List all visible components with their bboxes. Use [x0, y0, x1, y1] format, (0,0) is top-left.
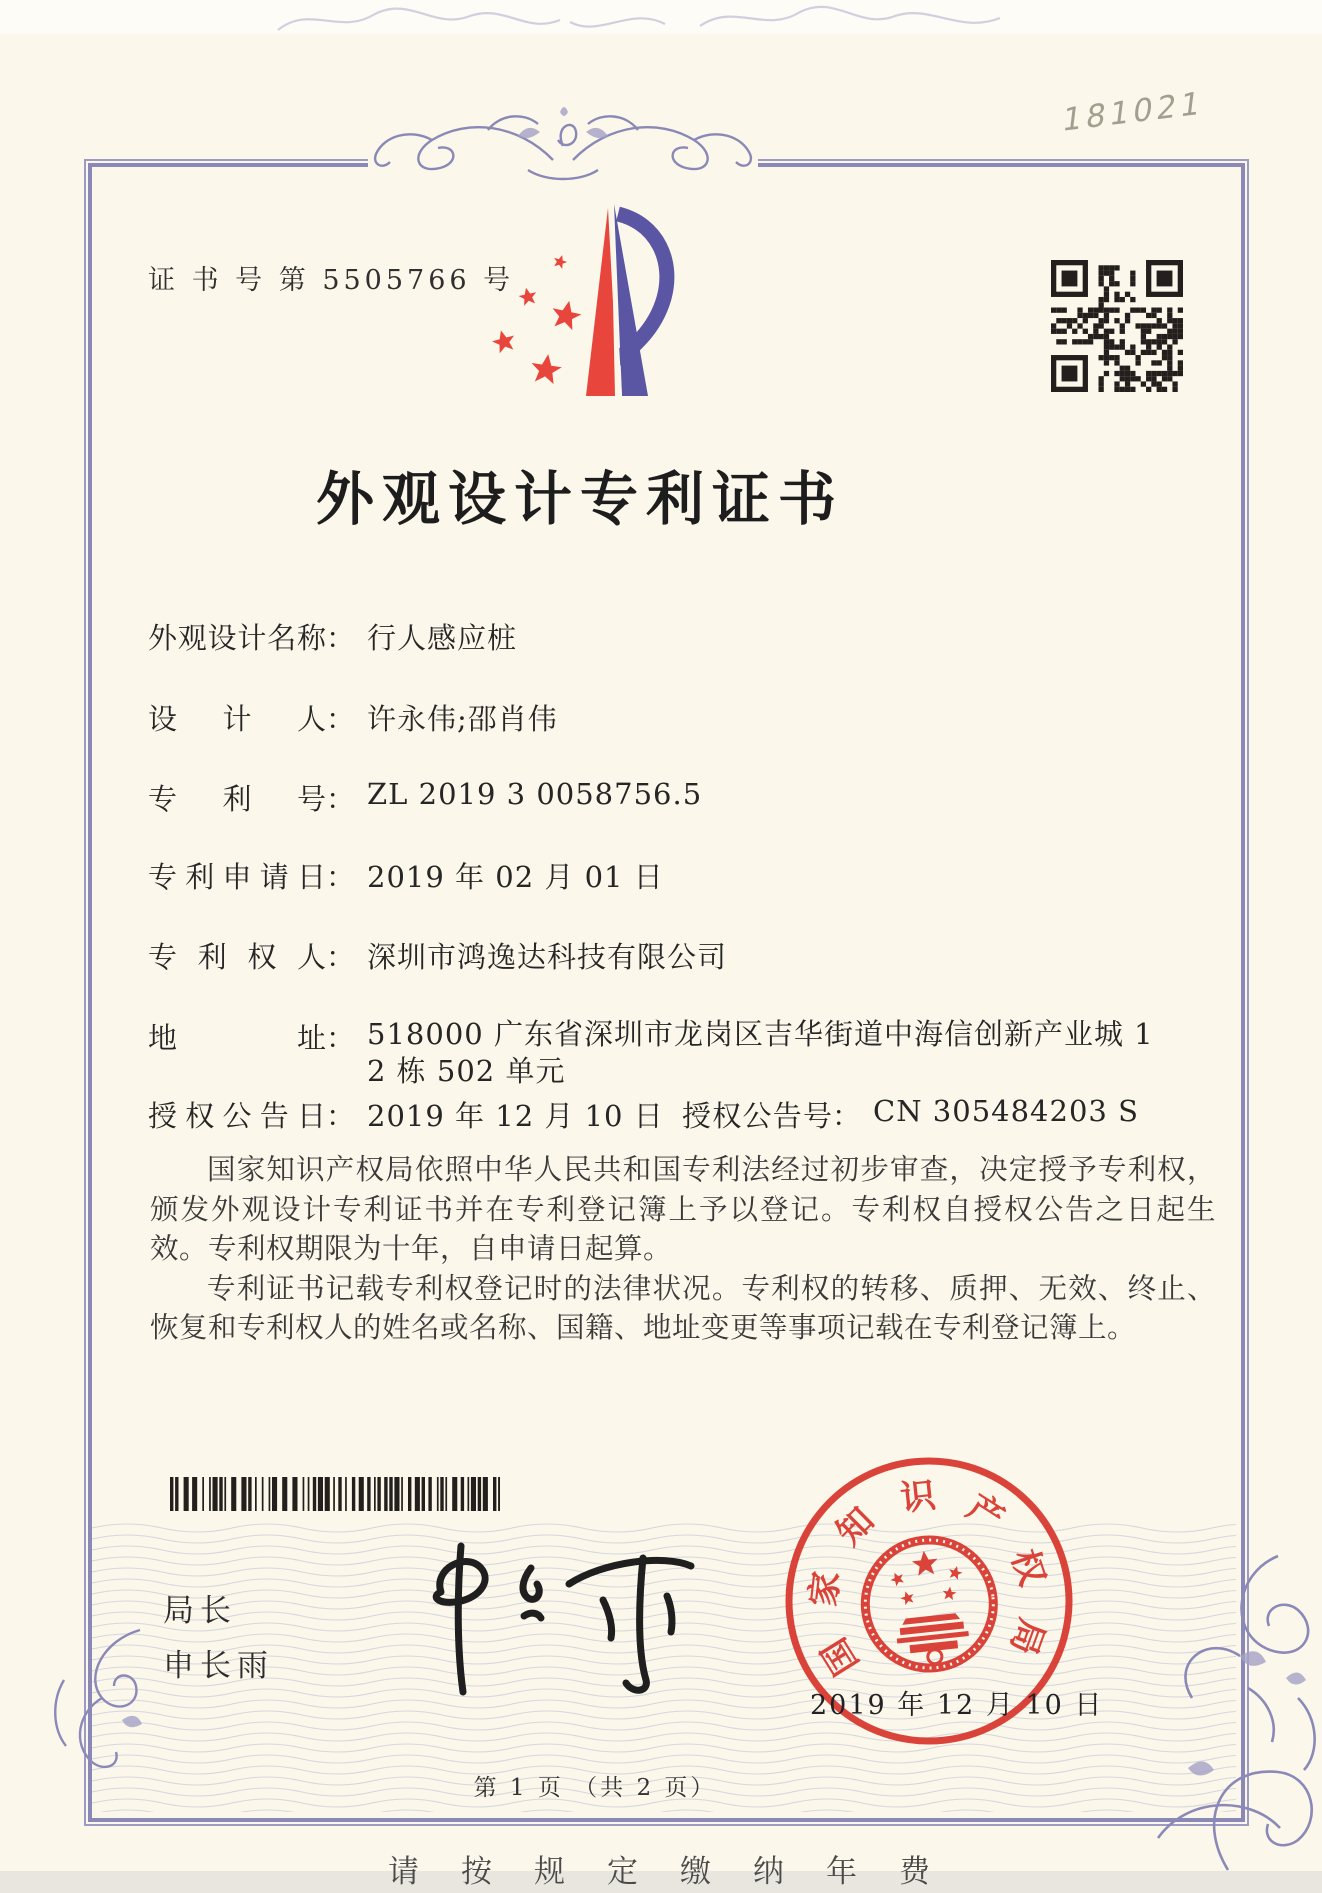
field-label: 专利权人: [148, 940, 326, 974]
cnipa-logo: [462, 200, 667, 410]
colon: ：: [326, 860, 356, 894]
field-value: CN 305484203 S: [873, 1094, 1139, 1128]
field-label: 外观设计名称: [148, 621, 326, 655]
field-value: ZL 2019 3 0058756.5: [367, 777, 703, 811]
colon: ：: [326, 621, 356, 655]
colon: ：: [326, 1099, 356, 1133]
svg-text:权: 权: [1002, 1544, 1054, 1591]
colon: ：: [326, 940, 356, 974]
svg-text:知: 知: [828, 1499, 883, 1554]
field-patentee: [148, 935, 727, 976]
field-designer: [148, 697, 558, 738]
field-label: 专利申请日: [148, 860, 326, 894]
svg-text:家: 家: [802, 1569, 848, 1609]
page-number-footer: 第 1 页 （共 2 页）: [473, 1775, 717, 1801]
field-grant-number: [682, 1094, 1139, 1135]
colon: ：: [326, 782, 356, 816]
field-label: 设计人: [148, 702, 326, 736]
svg-text:识: 识: [898, 1474, 938, 1520]
commissioner-signature: [345, 1538, 725, 1706]
field-filing-date: [148, 855, 664, 896]
field-value: 深圳市鸿逸达科技有限公司: [367, 940, 728, 974]
field-design-name: [148, 616, 517, 657]
colon: ：: [832, 1099, 862, 1133]
field-grant-date: [148, 1094, 664, 1133]
address-line-1: 518000 广东省深圳市龙岗区吉华街道中海信创新产业城 1: [367, 1017, 1154, 1051]
svg-text:产: 产: [959, 1486, 1012, 1540]
field-label: 授权公告日: [148, 1099, 326, 1133]
scan-top-strip: [0, 0, 1322, 34]
field-address: [148, 1016, 1197, 1090]
certificate-title: 外观设计专利证书: [315, 465, 844, 533]
seal-date: 2019 年 12 月 10 日: [810, 1690, 1104, 1721]
svg-text:国: 国: [813, 1630, 868, 1683]
field-value: 2019 年 02 月 01 日: [367, 860, 664, 894]
signatory-title: 局长: [163, 1593, 237, 1629]
top-center-scroll-ornament: [368, 100, 758, 194]
field-value: 行人感应桩: [367, 621, 518, 655]
body-paragraph-1: 国家知识产权局依照中华人民共和国专利法经过初步审查，决定授予专利权，颁发外观设计专利证书并在专利登记簿上予以登记。专利权自授权公告之日起生效。专利权期限为十年，自申请日起算。: [150, 1153, 1216, 1265]
field-label: 专利号: [148, 782, 326, 816]
national-emblem: [859, 1534, 1000, 1675]
legal-body-text: [150, 1150, 1216, 1348]
colon: ：: [326, 1021, 356, 1055]
signatory-name: 申长雨: [163, 1648, 274, 1684]
certificate-number: 证 书 号 第 5505766 号: [148, 265, 515, 296]
svg-text:局: 局: [1001, 1613, 1053, 1661]
qr-code: [1051, 260, 1183, 392]
colon: ：: [326, 702, 356, 736]
field-value: [367, 1016, 1197, 1090]
barcode: [170, 1477, 502, 1511]
field-label: 授权公告号: [682, 1099, 832, 1133]
body-paragraph-2: 专利证书记载专利权登记时的法律状况。专利权的转移、质押、无效、终止、恢复和专利权人的姓名或名称、国籍、地址变更等事项记载在专利登记簿上。: [150, 1271, 1216, 1344]
handwritten-pencil-note: 181021: [1060, 84, 1207, 140]
address-line-2: 2 栋 502 单元: [367, 1054, 566, 1088]
bottom-cutoff-text: 请按规定缴纳年费: [388, 1854, 972, 1890]
field-patent-number: [148, 777, 702, 818]
field-value: 2019 年 12 月 10 日: [367, 1099, 664, 1133]
field-value: 许永伟;邵肖伟: [367, 702, 558, 736]
field-label: 地址: [148, 1021, 326, 1055]
field-grant-row: [148, 1094, 1139, 1135]
